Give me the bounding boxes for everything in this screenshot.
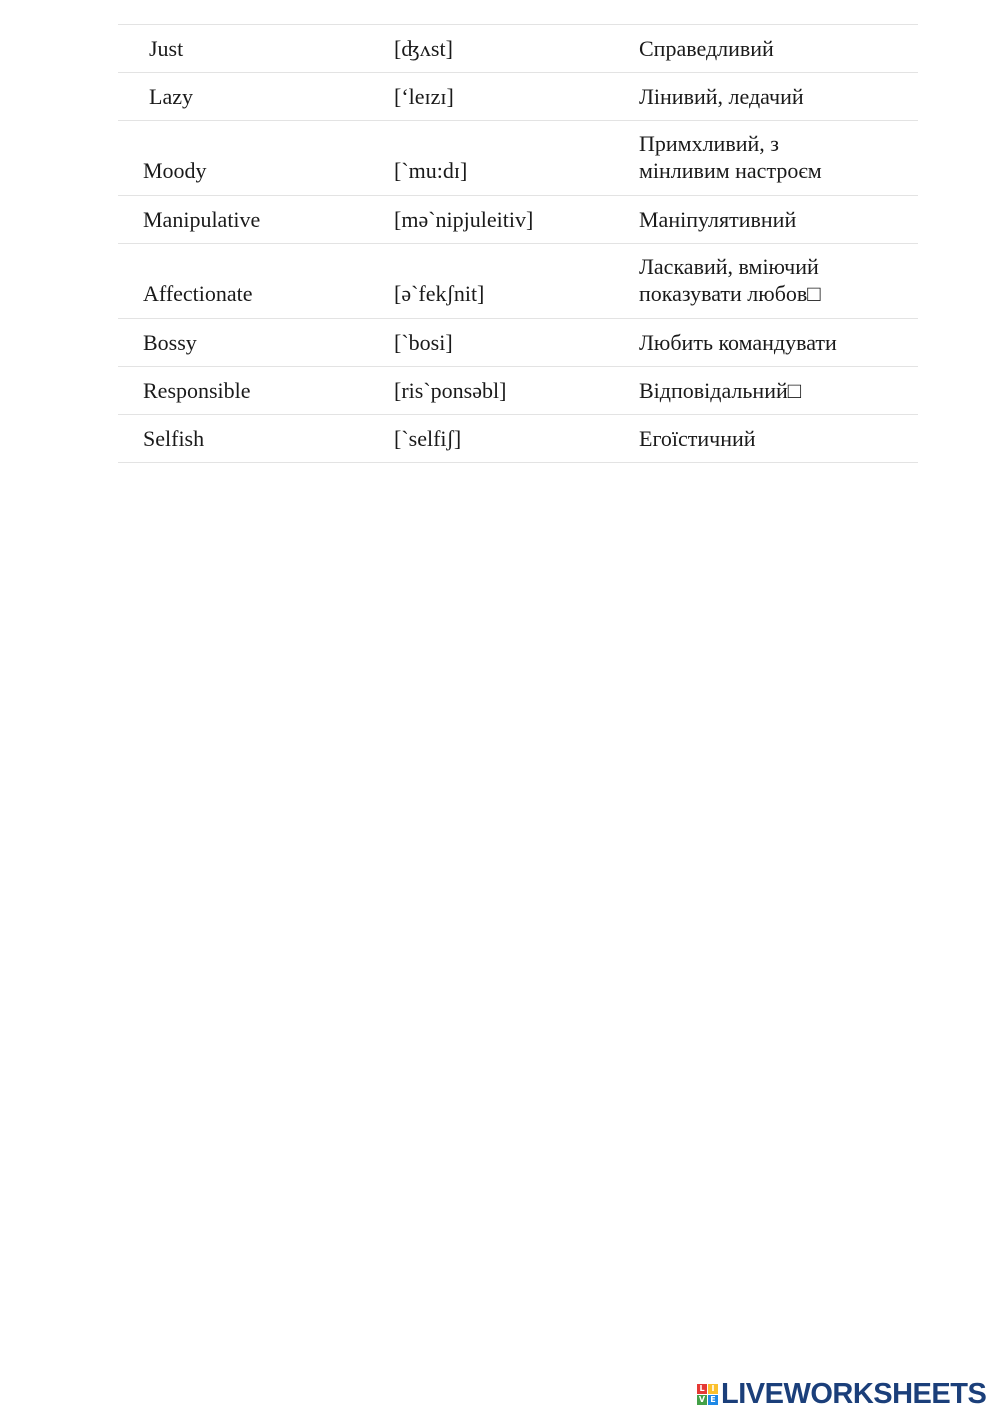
table-row [118,196,918,244]
word-cell: Affectionate [143,281,253,306]
transcription-cell: [ris`ponsəbl] [394,378,507,403]
table-row [118,121,918,196]
transcription-cell: [mə`nipjuleitiv] [394,207,534,232]
word-cell: Lazy [149,84,193,109]
translation-cell: Справедливий [639,36,774,61]
translation-cell: Лінивий, ледачий [639,84,804,109]
transcription-cell: [ə`fekʃnit] [394,281,485,306]
table-row [118,244,918,319]
word-cell: Manipulative [143,207,261,232]
translation-cell: Відповідальний□ [639,378,802,403]
logo-letter: V [698,1394,706,1404]
word-cell: Just [149,36,184,61]
logo-letter: E [708,1395,718,1405]
transcription-cell: [`selfiʃ] [394,426,462,451]
word-cell: Responsible [143,378,251,403]
logo-mark-icon [697,1384,718,1405]
liveworksheets-logo[interactable] [697,1378,986,1410]
translation-line: показувати любов□ [639,281,821,306]
translation-cell [639,253,821,307]
word-cell: Bossy [143,330,197,355]
word-cell: Moody [143,158,207,183]
table-row [118,73,918,121]
translation-line: Примхливий, з [639,131,779,156]
logo-letter: I [708,1384,718,1394]
translation-cell [639,130,822,184]
translation-cell: Маніпулятивний [639,207,797,232]
table-row [118,367,918,415]
logo-text: LIVEWORKSHEETS [721,1377,987,1410]
translation-line: Ласкавий, вміючий [639,254,819,279]
translation-cell: Егоїстичний [639,426,756,451]
transcription-cell: [`mu:dɪ] [394,158,468,183]
transcription-cell: [‘leɪzɪ] [394,84,454,109]
table-row [118,319,918,367]
transcription-cell: [`bosi] [394,330,453,355]
table-row [118,415,918,463]
logo-letter: L [697,1384,707,1394]
translation-line: мінливим настроєм [639,158,822,183]
transcription-cell: [ʤʌst] [394,36,453,61]
translation-cell: Любить командувати [639,330,837,355]
word-cell: Selfish [143,426,205,451]
table-row [118,25,918,73]
vocabulary-table [118,24,918,463]
